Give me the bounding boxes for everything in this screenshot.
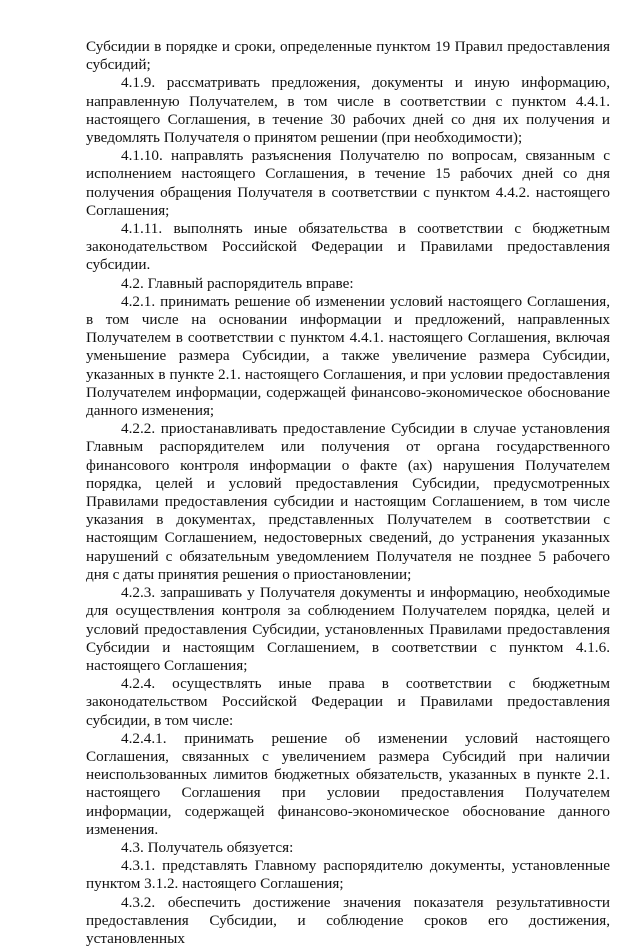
- paragraph-4-1-11: 4.1.11. выполнять иные обязательства в соответствии с бюджетным законодательством Российской Федерации и Правилами предоставления субсидии.: [86, 220, 610, 274]
- paragraph-4-2-4-1: 4.2.4.1. принимать решение об изменении условий настоящего Соглашения, связанных с увеличением размера Субсидий при наличии неиспользованных лимитов бюджетных обязательств, указанных в пункте 2.1. настоящего Соглашения при условии предоставления Получателем информации, содержащей финансово-экономическое обоснование данного изменения.: [86, 729, 610, 838]
- paragraph-4-2-3: 4.2.3. запрашивать у Получателя документы и информацию, необходимые для осуществления контроля за соблюдением Получателем порядка, целей и условий предоставления Субсидии, установленных Правилами предоставления Субсидии и настоящим Соглашением, в соответствии с пунктом 4.1.6. настоящего Соглашения;: [86, 584, 610, 674]
- paragraph-4-2-1: 4.2.1. принимать решение об изменении условий настоящего Соглашения, в том числе на основании информации и предложений, направленных Получателем в соответствии с пунктом 4.4.1. настоящего Соглашения, включая уменьшение размера Субсидии, а также увеличение размера Субсидии, указанных в пункте 2.1. настоящего Соглашения, и при условии предоставления Получателем информации, содержащей финансово-экономическое обоснование данного изменения;: [86, 292, 610, 420]
- paragraph-4-3-2: 4.3.2. обеспечить достижение значения показателя результативности предоставления Субсидии, и соблюдение сроков его достижения, установленных: [86, 893, 610, 947]
- section-heading-4-3: 4.3. Получатель обязуется:: [121, 838, 294, 856]
- paragraph-4-1-10: 4.1.10. направлять разъяснения Получателю по вопросам, связанным с исполнением настоящего Соглашения, в течение 15 рабочих дней со дня получения обращения Получателя в соответствии с пунктом 4.4.2. настоящего Соглашения;: [86, 147, 610, 219]
- paragraph-4-1-9: 4.1.9. рассматривать предложения, документы и иную информацию, направленную Получателем, в том числе в соответствии с пунктом 4.4.1. настоящего Соглашения, в течение 30 рабочих дней со дня их получения и уведомлять Получателя о принятом решении (при необходимости);: [86, 74, 610, 147]
- paragraph-subsidy-terms: Субсидии в порядке и сроки, определенные пунктом 19 Правил предоставления субсидий;: [86, 38, 610, 74]
- paragraph-4-2-2: 4.2.2. приостанавливать предоставление Субсидии в случае установления Главным распорядителем или получения от органа государственного финансового контроля информации о факте (ах) нарушения Получателем порядка, целей и условий предоставления Субсидии, предусмотренных Правилами предоставления субсидии и настоящим Соглашением, в том числе указания в документах, представленных Получателем в соответствии с настоящим Соглашением, недостоверных сведений, до устранения указанных нарушений с обязательным уведомлением Получателя не позднее 5 рабочего дня с даты принятия решения о приостановлении;: [86, 420, 610, 583]
- paragraph-4-3-1: 4.3.1. представлять Главному распорядителю документы, установленные пунктом 3.1.2. настоящего Соглашения;: [86, 857, 610, 893]
- section-heading-4-2: 4.2. Главный распорядитель вправе:: [121, 274, 354, 292]
- paragraph-4-2-4: 4.2.4. осуществлять иные права в соответствии с бюджетным законодательством Российской Федерации и Правилами предоставления субсидии, в том числе:: [86, 675, 610, 729]
